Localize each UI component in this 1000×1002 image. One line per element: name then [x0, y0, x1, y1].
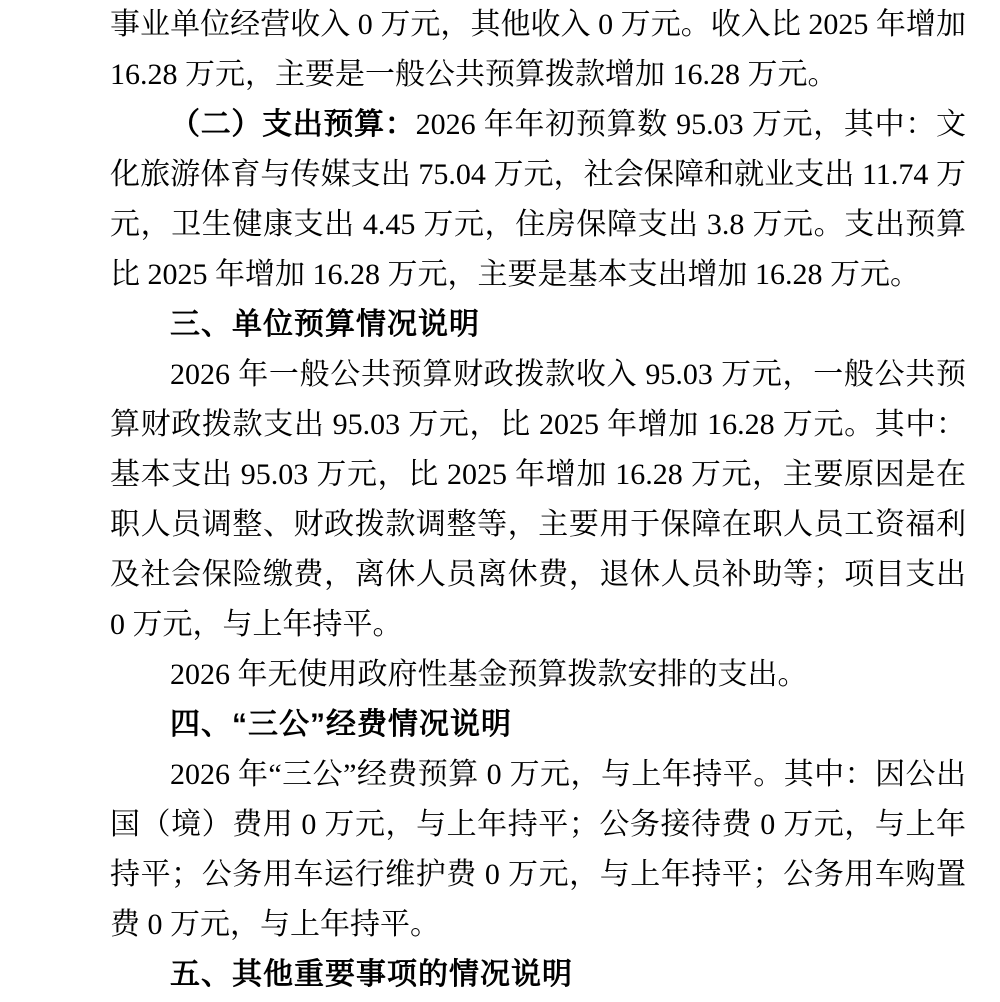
paragraph-expenditure-budget — [110, 100, 966, 300]
paragraph-expenditure-lead: （二）支出预算： — [170, 108, 416, 141]
heading-section-4-three-public-expenses: 四、“三公”经费情况说明 — [170, 708, 512, 741]
paragraph-government-fund: 2026 年无使用政府性基金预算拨款安排的支出。 — [170, 658, 808, 691]
paragraph-expenditure-text: 2026 年年初预算数 95.03 万元，其中：文化旅游体育与传媒支出 75.04 万元，社会保障和就业支出 11.74 万元，卫生健康支出 4.45 万元，住房保障支出 3.8 万元。支出预算比 2025 年增加 16.28 万元，主要是基本支出增加 16.28 万元。 — [110, 108, 967, 291]
paragraph-revenue-continuation: 事业单位经营收入 0 万元，其他收入 0 万元。收入比 2025 年增加 16.28 万元，主要是一般公共预算拨款增加 16.28 万元。 — [110, 8, 966, 91]
heading-section-5-other-important-matters: 五、其他重要事项的情况说明 — [170, 958, 573, 991]
heading-section-3-unit-budget: 三、单位预算情况说明 — [170, 308, 480, 341]
paragraph-fiscal-appropriation: 2026 年一般公共预算财政拨款收入 95.03 万元，一般公共预算财政拨款支出 95.03 万元，比 2025 年增加 16.28 万元。其中：基本支出 95.03 万元，比 2025 年增加 16.28 万元，主要原因是在职人员调整、财政拨款调整等，主要用于保障在职人员工资福利及社会保险缴费，离休人员离休费，退休人员补助等；项目支出 0 万元，与上年持平。 — [110, 358, 966, 641]
paragraph-three-public-expenses: 2026 年“三公”经费预算 0 万元，与上年持平。其中：因公出国（境）费用 0 万元，与上年持平；公务接待费 0 万元，与上年持平；公务用车运行维护费 0 万元，与上年持平；公务用车购置费 0 万元，与上年持平。 — [110, 758, 966, 941]
